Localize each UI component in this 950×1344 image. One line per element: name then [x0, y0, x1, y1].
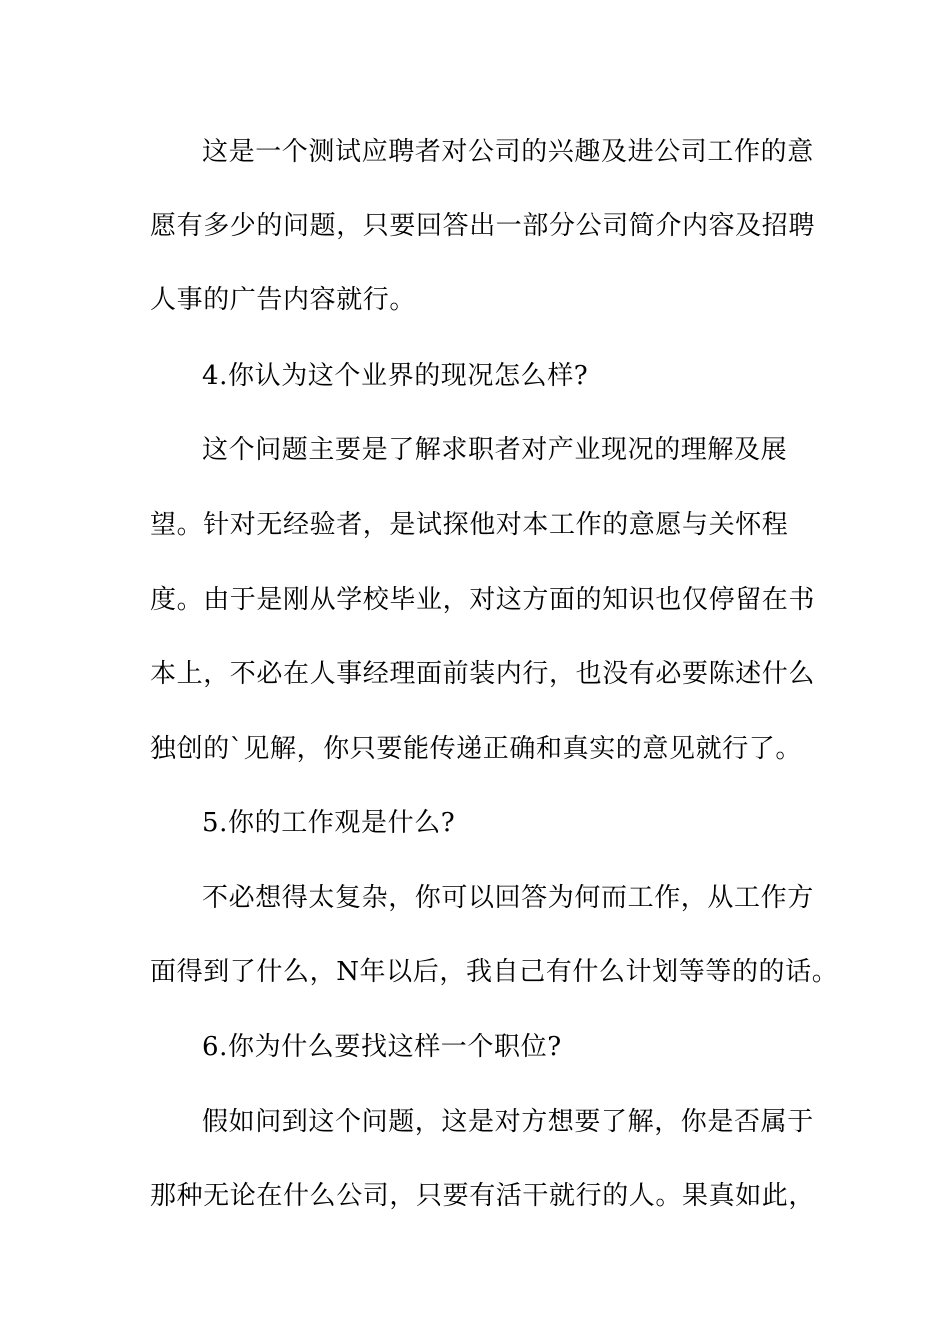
question-heading: 5.你的工作观是什么? [202, 808, 456, 838]
text-line: 望。针对无经验者，是试探他对本工作的意愿与关怀程 [150, 510, 789, 540]
text-line: 这是一个测试应聘者对公司的兴趣及进公司工作的意 [202, 137, 814, 167]
text-line: 度。由于是刚从学校毕业，对这方面的知识也仅停留在书 [150, 585, 816, 615]
question-heading: 6.你为什么要找这样一个职位? [202, 1032, 562, 1062]
text-line: 那种无论在什么公司，只要有活干就行的人。果真如此， [150, 1181, 816, 1211]
question-heading: 4.你认为这个业界的现况怎么样? [202, 361, 589, 391]
text-line: 本上，不必在人事经理面前装内行，也没有必要陈述什么 [150, 659, 816, 689]
text-line: 这个问题主要是了解求职者对产业现况的理解及展 [202, 435, 788, 465]
text-line: 愿有多少的问题，只要回答出一部分公司简介内容及招聘 [150, 211, 816, 241]
text-line: 独创的`见解，你只要能传递正确和真实的意见就行了。 [150, 734, 803, 764]
text-line: 不必想得太复杂，你可以回答为何而工作，从工作方 [202, 883, 814, 913]
text-line: 面得到了什么，N年以后，我自己有什么计划等等的的话。 [150, 957, 839, 987]
text-line: 人事的广告内容就行。 [150, 285, 417, 315]
text-line: 假如问到这个问题，这是对方想要了解，你是否属于 [202, 1107, 814, 1137]
